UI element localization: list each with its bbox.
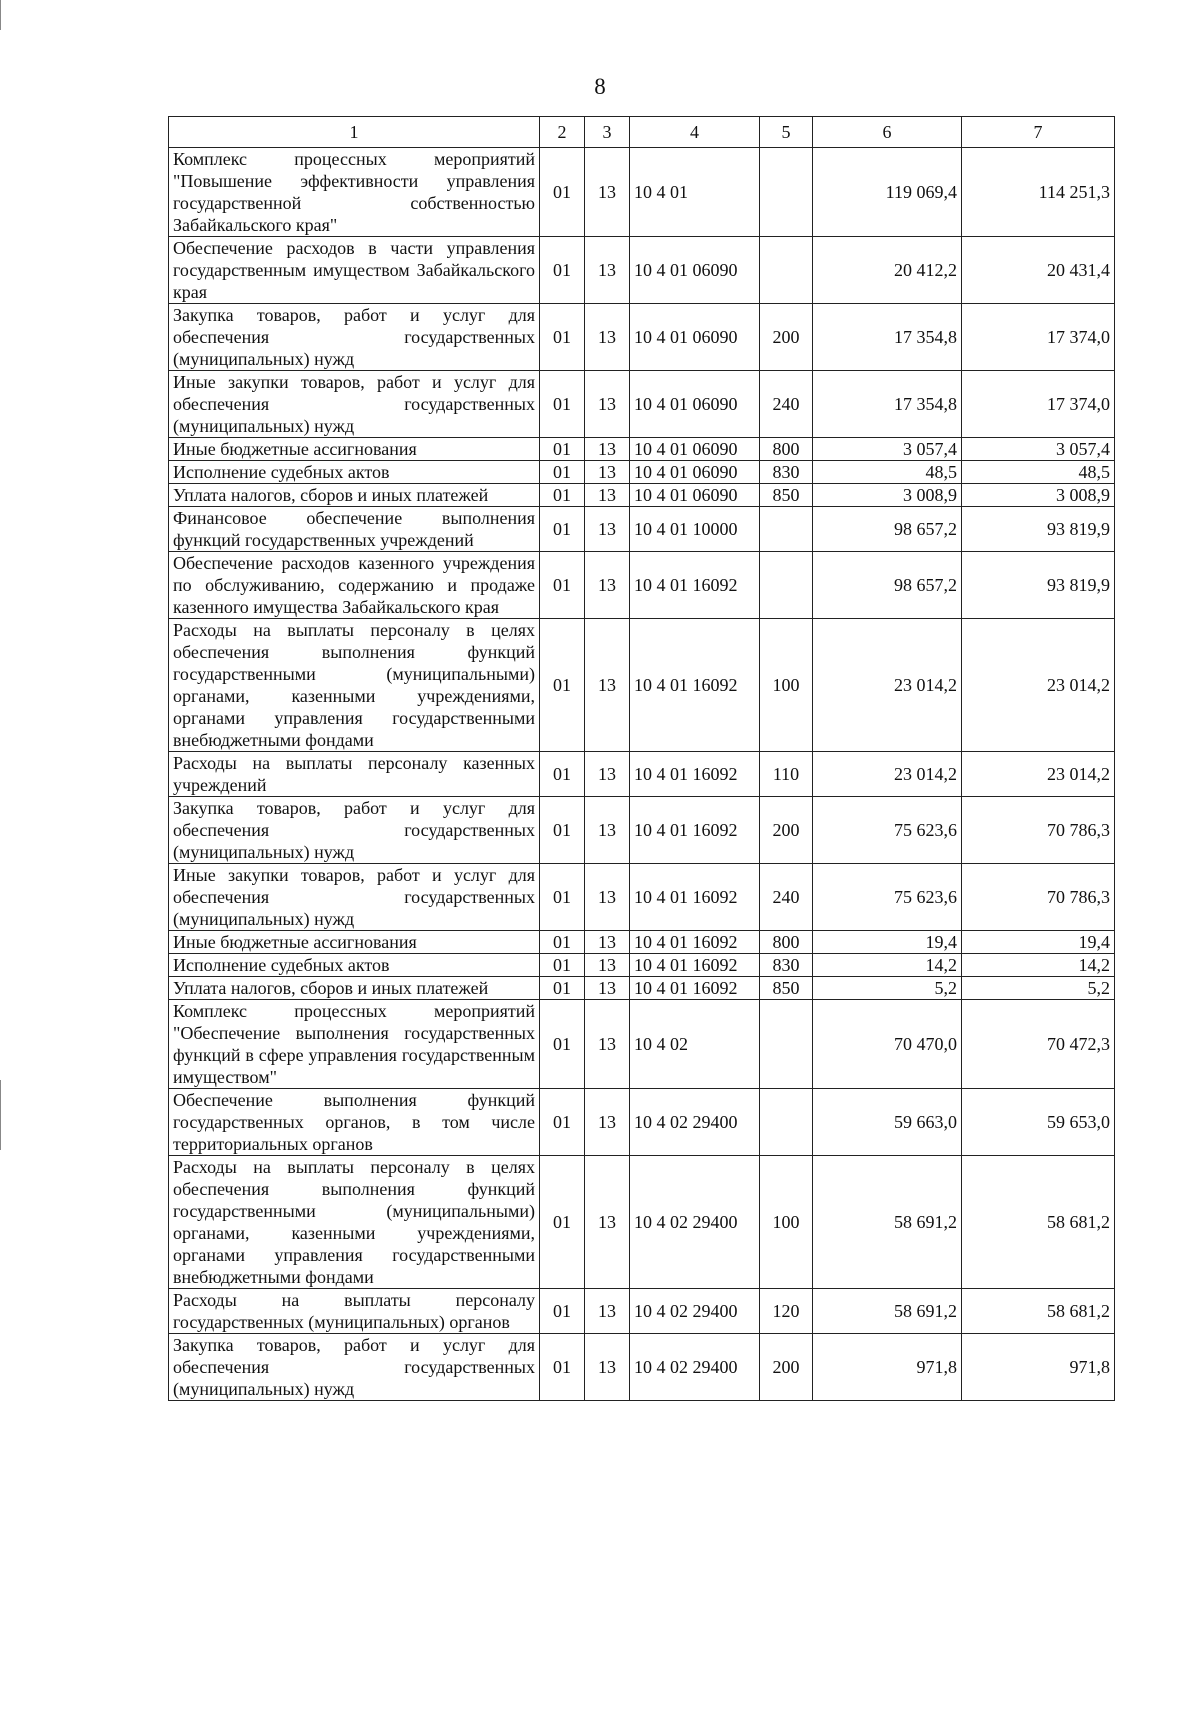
scan-edge-mark xyxy=(0,0,1,30)
table-row xyxy=(169,752,1115,797)
table-row xyxy=(169,954,1115,977)
expense-type-code xyxy=(760,507,813,552)
target-article-code: 10 4 01 06090 xyxy=(630,237,760,304)
amount-col6: 98 657,2 xyxy=(813,507,962,552)
amount-col6: 59 663,0 xyxy=(813,1089,962,1156)
amount-col7: 3 008,9 xyxy=(962,484,1115,507)
section-code: 01 xyxy=(540,864,585,931)
amount-col6: 58 691,2 xyxy=(813,1156,962,1289)
target-article-code: 10 4 01 06090 xyxy=(630,371,760,438)
section-code: 01 xyxy=(540,954,585,977)
col-header: 5 xyxy=(760,117,813,148)
amount-col7: 59 653,0 xyxy=(962,1089,1115,1156)
table-row xyxy=(169,461,1115,484)
table-row xyxy=(169,864,1115,931)
target-article-code: 10 4 01 06090 xyxy=(630,438,760,461)
section-code: 01 xyxy=(540,977,585,1000)
table-row xyxy=(169,507,1115,552)
row-name: Обеспечение расходов казенного учреждения по обслуживанию, содержанию и продаже казенного имущества Забайкальского края xyxy=(169,552,540,619)
amount-col6: 75 623,6 xyxy=(813,864,962,931)
amount-col7: 58 681,2 xyxy=(962,1289,1115,1334)
expense-type-code: 240 xyxy=(760,371,813,438)
table-row xyxy=(169,619,1115,752)
row-name: Расходы на выплаты персоналу в целях обеспечения выполнения функций государственными (муниципальными) органами, казенными учреждениями, органами управления государственными внебюджетными фондами xyxy=(169,619,540,752)
target-article-code: 10 4 01 10000 xyxy=(630,507,760,552)
section-code: 01 xyxy=(540,931,585,954)
target-article-code: 10 4 01 06090 xyxy=(630,304,760,371)
subsection-code: 13 xyxy=(585,797,630,864)
section-code: 01 xyxy=(540,438,585,461)
row-name: Исполнение судебных актов xyxy=(169,461,540,484)
amount-col6: 20 412,2 xyxy=(813,237,962,304)
subsection-code: 13 xyxy=(585,619,630,752)
col-header: 4 xyxy=(630,117,760,148)
header-row xyxy=(169,117,1115,148)
subsection-code: 13 xyxy=(585,552,630,619)
expense-type-code: 800 xyxy=(760,931,813,954)
expense-type-code xyxy=(760,1089,813,1156)
amount-col6: 98 657,2 xyxy=(813,552,962,619)
target-article-code: 10 4 01 16092 xyxy=(630,931,760,954)
expense-type-code xyxy=(760,1000,813,1089)
subsection-code: 13 xyxy=(585,484,630,507)
target-article-code: 10 4 02 29400 xyxy=(630,1089,760,1156)
table-row xyxy=(169,931,1115,954)
amount-col7: 17 374,0 xyxy=(962,371,1115,438)
amount-col7: 48,5 xyxy=(962,461,1115,484)
amount-col7: 70 786,3 xyxy=(962,864,1115,931)
col-header: 6 xyxy=(813,117,962,148)
subsection-code: 13 xyxy=(585,931,630,954)
expense-type-code: 850 xyxy=(760,484,813,507)
expense-type-code: 830 xyxy=(760,461,813,484)
target-article-code: 10 4 01 16092 xyxy=(630,864,760,931)
subsection-code: 13 xyxy=(585,148,630,237)
row-name: Уплата налогов, сборов и иных платежей xyxy=(169,977,540,1000)
expense-type-code: 100 xyxy=(760,1156,813,1289)
amount-col6: 75 623,6 xyxy=(813,797,962,864)
subsection-code: 13 xyxy=(585,1334,630,1401)
row-name: Исполнение судебных актов xyxy=(169,954,540,977)
section-code: 01 xyxy=(540,371,585,438)
page-number: 8 xyxy=(594,74,606,99)
subsection-code: 13 xyxy=(585,752,630,797)
section-code: 01 xyxy=(540,507,585,552)
expense-type-code: 200 xyxy=(760,304,813,371)
amount-col7: 93 819,9 xyxy=(962,552,1115,619)
section-code: 01 xyxy=(540,797,585,864)
row-name: Комплекс процессных мероприятий "Обеспечение выполнения государственных функций в сфере управления государственным имуществом" xyxy=(169,1000,540,1089)
table-row xyxy=(169,1000,1115,1089)
section-code: 01 xyxy=(540,1000,585,1089)
expense-type-code xyxy=(760,552,813,619)
row-name: Обеспечение расходов в части управления государственным имуществом Забайкальского края xyxy=(169,237,540,304)
subsection-code: 13 xyxy=(585,237,630,304)
table-row xyxy=(169,148,1115,237)
section-code: 01 xyxy=(540,1156,585,1289)
amount-col6: 70 470,0 xyxy=(813,1000,962,1089)
amount-col6: 17 354,8 xyxy=(813,304,962,371)
amount-col7: 70 786,3 xyxy=(962,797,1115,864)
row-name: Закупка товаров, работ и услуг для обеспечения государственных (муниципальных) нужд xyxy=(169,304,540,371)
table-row xyxy=(169,304,1115,371)
row-name: Расходы на выплаты персоналу казенных учреждений xyxy=(169,752,540,797)
subsection-code: 13 xyxy=(585,977,630,1000)
amount-col7: 23 014,2 xyxy=(962,619,1115,752)
subsection-code: 13 xyxy=(585,954,630,977)
table-row xyxy=(169,484,1115,507)
row-name: Расходы на выплаты персоналу в целях обеспечения выполнения функций государственными (муниципальными) органами, казенными учреждениями, органами управления государственными внебюджетными фондами xyxy=(169,1156,540,1289)
table-row xyxy=(169,797,1115,864)
expense-type-code: 240 xyxy=(760,864,813,931)
expense-type-code xyxy=(760,237,813,304)
table-row xyxy=(169,1156,1115,1289)
expense-type-code: 200 xyxy=(760,797,813,864)
table-row xyxy=(169,237,1115,304)
expense-type-code: 200 xyxy=(760,1334,813,1401)
target-article-code: 10 4 01 16092 xyxy=(630,752,760,797)
row-name: Уплата налогов, сборов и иных платежей xyxy=(169,484,540,507)
target-article-code: 10 4 02 xyxy=(630,1000,760,1089)
target-article-code: 10 4 01 xyxy=(630,148,760,237)
section-code: 01 xyxy=(540,552,585,619)
table-header xyxy=(169,117,1115,148)
table-body xyxy=(169,148,1115,1401)
amount-col7: 971,8 xyxy=(962,1334,1115,1401)
subsection-code: 13 xyxy=(585,864,630,931)
target-article-code: 10 4 02 29400 xyxy=(630,1156,760,1289)
budget-table xyxy=(168,116,1115,1401)
expense-type-code: 110 xyxy=(760,752,813,797)
row-name: Закупка товаров, работ и услуг для обеспечения государственных (муниципальных) нужд xyxy=(169,1334,540,1401)
amount-col6: 58 691,2 xyxy=(813,1289,962,1334)
amount-col6: 3 057,4 xyxy=(813,438,962,461)
amount-col7: 19,4 xyxy=(962,931,1115,954)
row-name: Обеспечение выполнения функций государственных органов, в том числе территориальных органов xyxy=(169,1089,540,1156)
subsection-code: 13 xyxy=(585,438,630,461)
target-article-code: 10 4 01 16092 xyxy=(630,954,760,977)
row-name: Иные закупки товаров, работ и услуг для обеспечения государственных (муниципальных) нужд xyxy=(169,371,540,438)
expense-type-code: 850 xyxy=(760,977,813,1000)
target-article-code: 10 4 01 16092 xyxy=(630,552,760,619)
amount-col6: 48,5 xyxy=(813,461,962,484)
section-code: 01 xyxy=(540,148,585,237)
section-code: 01 xyxy=(540,461,585,484)
table-row xyxy=(169,1334,1115,1401)
amount-col7: 14,2 xyxy=(962,954,1115,977)
expense-type-code xyxy=(760,148,813,237)
target-article-code: 10 4 01 16092 xyxy=(630,977,760,1000)
subsection-code: 13 xyxy=(585,1089,630,1156)
amount-col6: 23 014,2 xyxy=(813,619,962,752)
target-article-code: 10 4 02 29400 xyxy=(630,1289,760,1334)
target-article-code: 10 4 01 16092 xyxy=(630,797,760,864)
amount-col6: 14,2 xyxy=(813,954,962,977)
section-code: 01 xyxy=(540,752,585,797)
row-name: Иные бюджетные ассигнования xyxy=(169,931,540,954)
subsection-code: 13 xyxy=(585,507,630,552)
expense-type-code: 800 xyxy=(760,438,813,461)
target-article-code: 10 4 01 06090 xyxy=(630,484,760,507)
target-article-code: 10 4 01 16092 xyxy=(630,619,760,752)
section-code: 01 xyxy=(540,484,585,507)
section-code: 01 xyxy=(540,304,585,371)
row-name: Комплекс процессных мероприятий "Повышение эффективности управления государственной собственностью Забайкальского края" xyxy=(169,148,540,237)
col-header: 7 xyxy=(962,117,1115,148)
row-name: Иные бюджетные ассигнования xyxy=(169,438,540,461)
table-row xyxy=(169,438,1115,461)
expense-type-code: 830 xyxy=(760,954,813,977)
section-code: 01 xyxy=(540,237,585,304)
amount-col7: 5,2 xyxy=(962,977,1115,1000)
table-row xyxy=(169,1289,1115,1334)
amount-col7: 23 014,2 xyxy=(962,752,1115,797)
subsection-code: 13 xyxy=(585,1289,630,1334)
amount-col7: 3 057,4 xyxy=(962,438,1115,461)
table-row xyxy=(169,371,1115,438)
section-code: 01 xyxy=(540,1334,585,1401)
table-row xyxy=(169,977,1115,1000)
amount-col7: 70 472,3 xyxy=(962,1000,1115,1089)
target-article-code: 10 4 01 06090 xyxy=(630,461,760,484)
amount-col6: 119 069,4 xyxy=(813,148,962,237)
amount-col7: 20 431,4 xyxy=(962,237,1115,304)
row-name: Расходы на выплаты персоналу государственных (муниципальных) органов xyxy=(169,1289,540,1334)
amount-col6: 19,4 xyxy=(813,931,962,954)
table-row xyxy=(169,1089,1115,1156)
expense-type-code: 100 xyxy=(760,619,813,752)
amount-col6: 5,2 xyxy=(813,977,962,1000)
subsection-code: 13 xyxy=(585,371,630,438)
amount-col7: 114 251,3 xyxy=(962,148,1115,237)
row-name: Закупка товаров, работ и услуг для обеспечения государственных (муниципальных) нужд xyxy=(169,797,540,864)
section-code: 01 xyxy=(540,1089,585,1156)
amount-col6: 971,8 xyxy=(813,1334,962,1401)
amount-col7: 58 681,2 xyxy=(962,1156,1115,1289)
scan-edge-mark xyxy=(0,1080,1,1150)
subsection-code: 13 xyxy=(585,1156,630,1289)
col-header: 1 xyxy=(169,117,540,148)
row-name: Финансовое обеспечение выполнения функций государственных учреждений xyxy=(169,507,540,552)
table-row xyxy=(169,552,1115,619)
target-article-code: 10 4 02 29400 xyxy=(630,1334,760,1401)
section-code: 01 xyxy=(540,619,585,752)
col-header: 2 xyxy=(540,117,585,148)
subsection-code: 13 xyxy=(585,461,630,484)
expense-type-code: 120 xyxy=(760,1289,813,1334)
amount-col6: 17 354,8 xyxy=(813,371,962,438)
col-header: 3 xyxy=(585,117,630,148)
section-code: 01 xyxy=(540,1289,585,1334)
amount-col6: 23 014,2 xyxy=(813,752,962,797)
subsection-code: 13 xyxy=(585,304,630,371)
amount-col7: 93 819,9 xyxy=(962,507,1115,552)
amount-col6: 3 008,9 xyxy=(813,484,962,507)
row-name: Иные закупки товаров, работ и услуг для обеспечения государственных (муниципальных) нужд xyxy=(169,864,540,931)
subsection-code: 13 xyxy=(585,1000,630,1089)
amount-col7: 17 374,0 xyxy=(962,304,1115,371)
